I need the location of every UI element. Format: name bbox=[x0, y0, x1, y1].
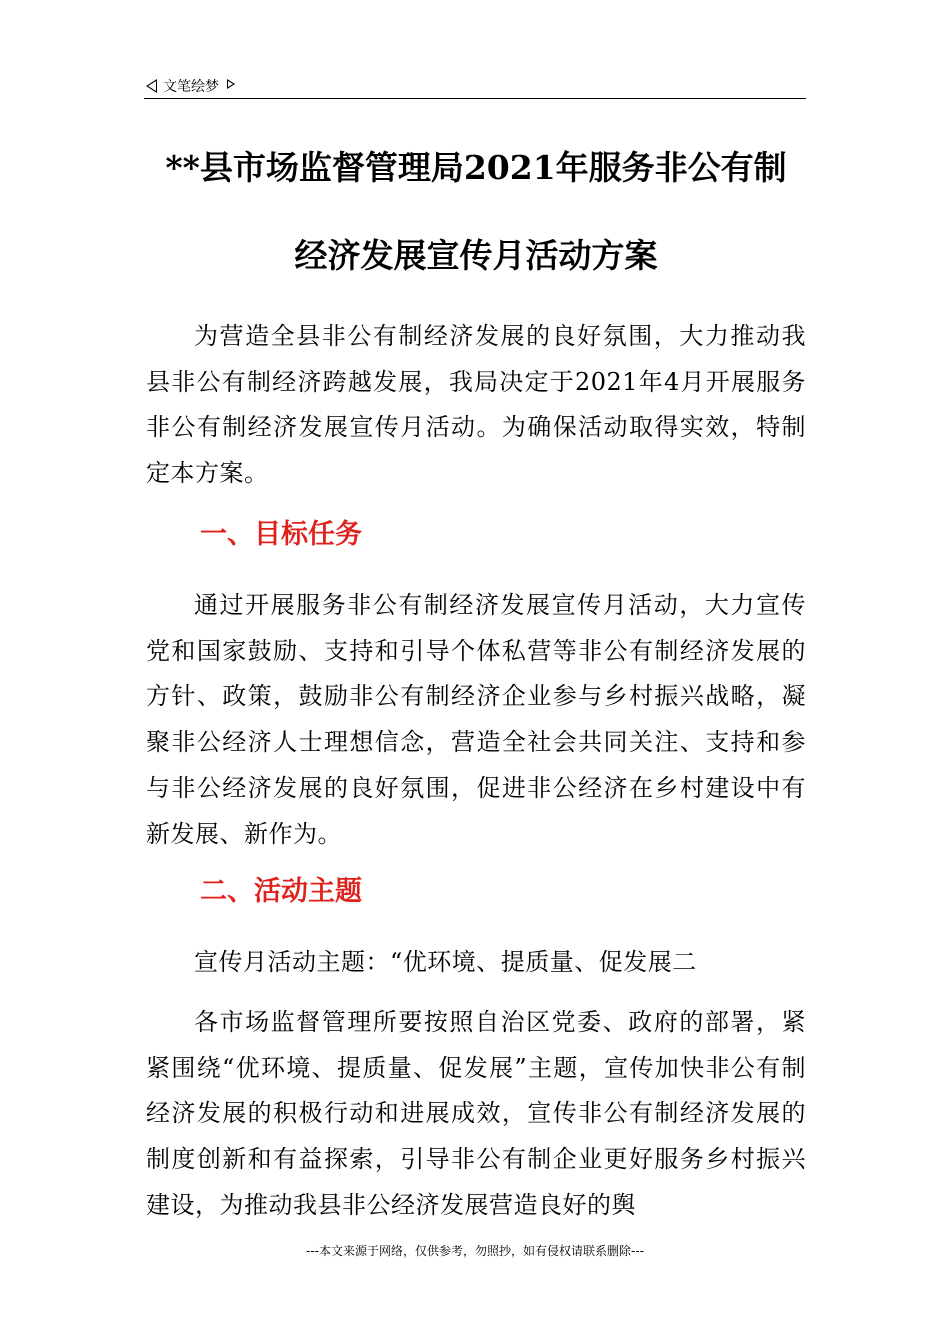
section-2-paragraph: 各市场监督管理所要按照自治区党委、政府的部署，紧紧围绕“优环境、提质量、促发展”主题，宣传加快非公有制经济发展的积极行动和进展成效，宣传非公有制经济发展的制度创新和有益探索，引导非公有制企业更好服务乡村振兴建设，为推动我县非公经济发展营造良好的舆 bbox=[146, 1008, 806, 1219]
document-title-line-2: 经济发展宣传月活动方案 bbox=[294, 236, 658, 275]
section-1-paragraph: 通过开展服务非公有制经济发展宣传月活动，大力宣传党和国家鼓励、支持和引导个体私营等非公有制经济发展的方针、政策，鼓励非公有制经济企业参与乡村振兴战略，凝聚非公经济人士理想信念，营造全社会共同关注、支持和参与非公经济发展的良好氛围，促进非公经济在乡村建设中有新发展、新作为。 bbox=[146, 591, 806, 848]
section-2-theme: 宣传月活动主题：“优环境、提质量、促发展二 bbox=[194, 948, 697, 976]
document-title-line-1: **县市场监督管理局2021年服务非公有制 bbox=[165, 148, 787, 187]
triangle-left-icon bbox=[146, 79, 157, 93]
section-2-heading: 二、活动主题 bbox=[200, 876, 362, 907]
triangle-right-icon bbox=[227, 79, 235, 89]
header-brand: 文笔绘梦 bbox=[163, 79, 219, 95]
page-footer-disclaimer: ---本文来源于网络，仅供参考，勿照抄，如有侵权请联系删除--- bbox=[306, 1244, 644, 1258]
page-header bbox=[146, 76, 235, 96]
intro-paragraph: 为营造全县非公有制经济发展的良好氛围，大力推动我县非公有制经济跨越发展，我局决定于2021年4月开展服务非公有制经济发展宣传月活动。为确保活动取得实效，特制定本方案。 bbox=[146, 322, 806, 488]
header-divider bbox=[144, 98, 806, 99]
section-1-heading: 一、目标任务 bbox=[200, 519, 362, 550]
